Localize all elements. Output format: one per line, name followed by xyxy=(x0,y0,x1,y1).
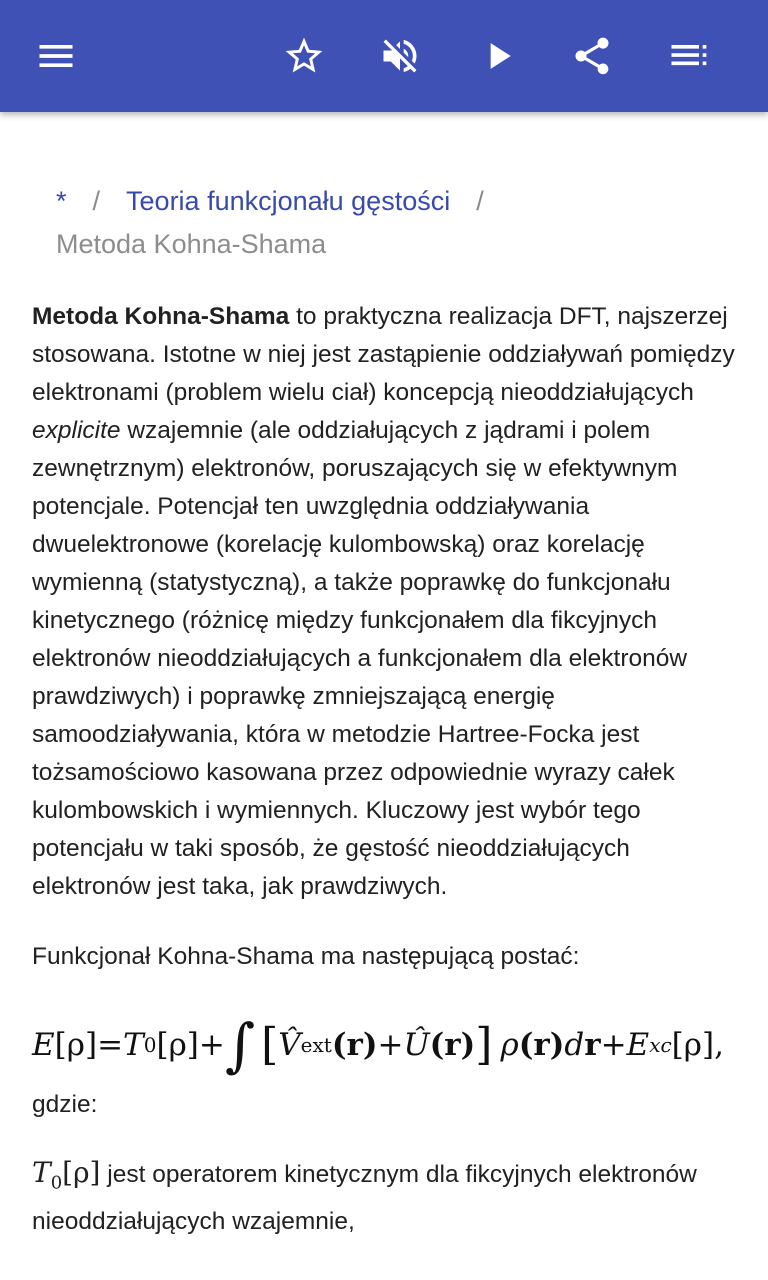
breadcrumb-parent-link[interactable]: Teoria funkcjonału gęstości xyxy=(126,186,451,216)
breadcrumb-current: Metoda Kohna-Shama xyxy=(56,229,327,259)
formula-symbol: (r) xyxy=(429,1027,476,1063)
math-subscript: 0 xyxy=(50,1172,63,1194)
bookmark-button[interactable] xyxy=(276,28,332,84)
breadcrumb-separator: / xyxy=(476,186,484,216)
contents-button[interactable] xyxy=(660,28,716,84)
volume-off-icon xyxy=(378,34,422,78)
formula-symbol: [ρ] xyxy=(156,1027,199,1063)
formula-symbol: [ρ] xyxy=(54,1027,98,1063)
mute-button[interactable] xyxy=(372,28,428,84)
kohn-sham-formula xyxy=(32,1010,740,1080)
play-icon xyxy=(476,34,520,78)
menu-icon xyxy=(34,34,78,78)
formula-symbol: [ρ] xyxy=(671,1027,715,1063)
article-paragraph xyxy=(32,1154,740,1241)
math-symbol: T xyxy=(32,1156,51,1189)
article-text: to praktyczna realizacja DFT, najszerzej stosowana. Istotne w niej jest zastąpienie oddziaływań pomiędzy elektronami (problem wielu ciał) koncepcją nieoddziałujących xyxy=(32,303,735,406)
formula-subscript: 0 xyxy=(143,1033,157,1057)
star-outline-icon xyxy=(282,34,326,78)
breadcrumb xyxy=(56,180,736,266)
play-button[interactable] xyxy=(470,28,526,84)
breadcrumb-home-link[interactable]: * xyxy=(56,186,67,216)
formula-symbol: E xyxy=(32,1027,55,1063)
formula-symbol: d xyxy=(564,1027,585,1063)
formula-integral: ∫ xyxy=(224,1011,256,1079)
formula-symbol: (r) xyxy=(518,1027,565,1063)
playlist-icon xyxy=(666,34,710,78)
article-paragraph: Funkcjonał Kohna-Shama ma następującą postać: xyxy=(32,943,580,970)
formula-symbol: + xyxy=(198,1027,225,1063)
formula-symbol: E xyxy=(626,1027,650,1063)
formula-symbol: (r) xyxy=(331,1027,378,1063)
formula-symbol: Û xyxy=(403,1027,430,1063)
math-symbol: [ρ] xyxy=(62,1156,101,1189)
article-paragraph xyxy=(32,298,740,906)
formula-symbol: + xyxy=(377,1027,404,1063)
inline-math xyxy=(32,1156,101,1194)
article-term: Metoda Kohna-Shama xyxy=(32,303,290,330)
formula-symbol: T xyxy=(123,1027,144,1063)
share-icon xyxy=(570,34,614,78)
formula-subscript: ext xyxy=(300,1033,332,1057)
formula-subscript: xc xyxy=(649,1033,672,1057)
app-bar xyxy=(0,0,768,112)
article-paragraph: gdzie: xyxy=(32,1091,98,1118)
menu-button[interactable] xyxy=(28,28,84,84)
article-italic: explicite xyxy=(32,417,121,444)
formula-symbol: ρ xyxy=(500,1027,519,1063)
article-text: jest operatorem kinetycznym dla fikcyjnych elektronów nieoddziałujących wzajemnie, xyxy=(32,1161,697,1235)
breadcrumb-separator: / xyxy=(92,186,101,216)
formula-symbol: + xyxy=(600,1027,627,1063)
formula-symbol: = xyxy=(97,1027,124,1063)
formula-bracket: ] xyxy=(475,1019,493,1070)
formula-symbol: , xyxy=(714,1027,724,1063)
article-content xyxy=(32,298,740,1241)
formula-symbol: V̂ xyxy=(278,1027,301,1063)
article-text: wzajemnie (ale oddziałujących z jądrami i polem zewnętrznym) elektronów, poruszających się w efektywnym potencjale. Potencjał ten uwzględnia oddziaływania dwuelektronowe (korelację kulombowską) oraz korelację wymienną (statystyczną), a także poprawkę do funkcjonału kinetycznego (różnicę między funkcjonałem dla fikcyjnych elektronów nieoddziałujących a funkcjonałem dla elektronów prawdziwych) i poprawkę zmniejszającą energię samoodziaływania, która w metodzie Hartree-Focka jest tożsamościowo kasowana przez odpowiednie wyrazy całek kulombowskich i wymiennych. Kluczowy jest wybór tego potencjału w taki sposób, że gęstość nieoddziałujących elektronów jest taka, jak prawdziwych. xyxy=(32,417,688,900)
share-button[interactable] xyxy=(564,28,620,84)
formula-bracket: [ xyxy=(261,1019,279,1070)
formula-symbol: r xyxy=(584,1027,601,1063)
